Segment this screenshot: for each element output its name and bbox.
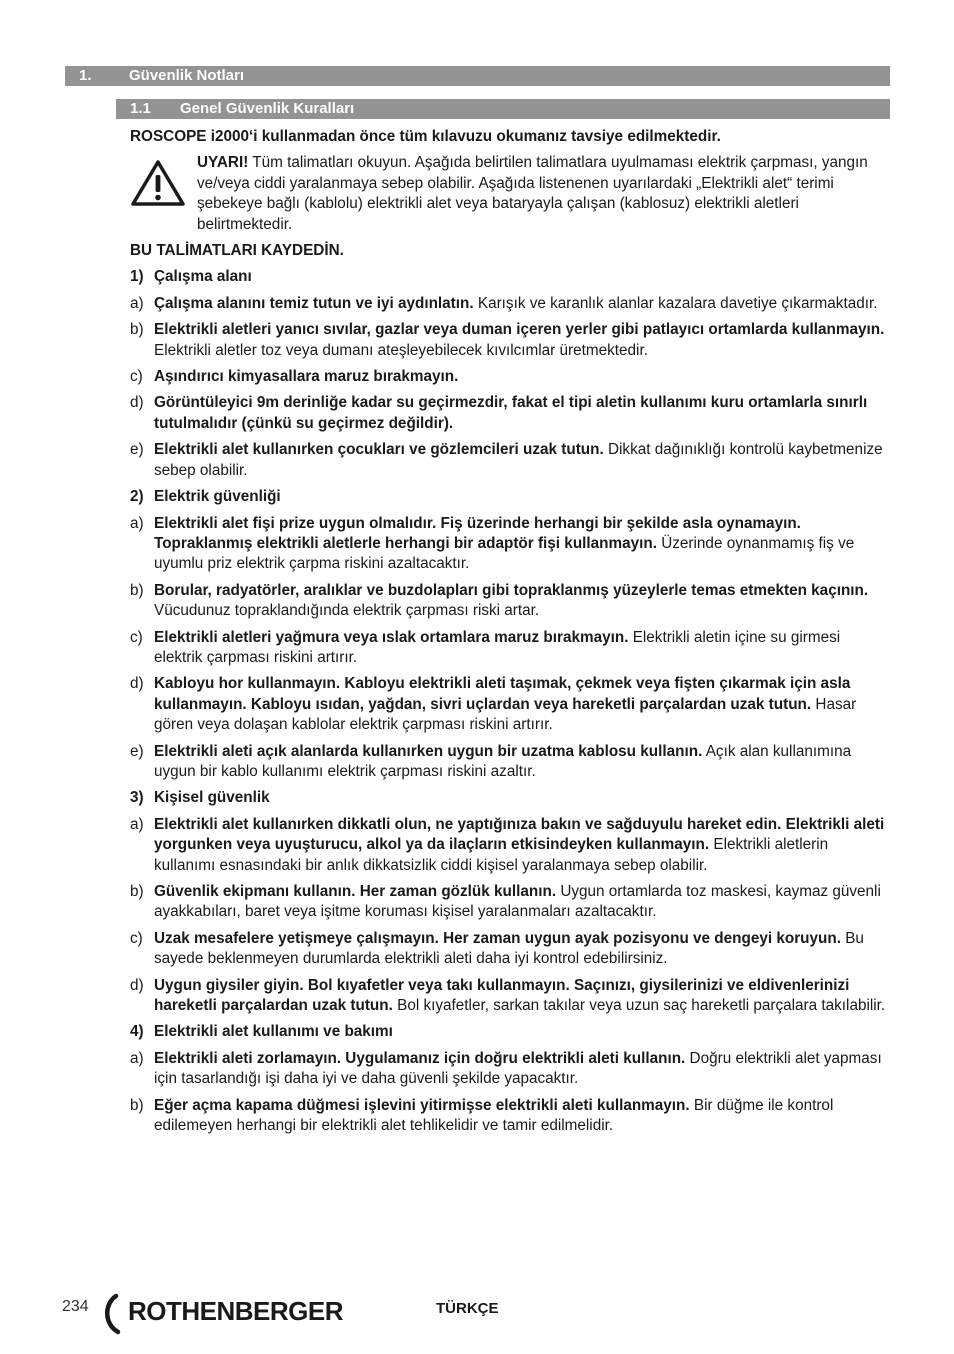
list-item-bold-text: Elektrikli aletleri yağmura veya ıslak ortamlara maruz bırakmayın. [154, 628, 629, 646]
list-item [130, 882, 890, 923]
section-title: Elektrikli alet kullanımı ve bakımı [154, 1023, 393, 1041]
section-title: Elektrik güvenliği [154, 488, 281, 506]
list-item-text [154, 742, 890, 783]
list-item-marker: d) [130, 675, 144, 693]
list-item-bold-text: Aşındırıcı kimyasallara maruz bırakmayın. [154, 368, 459, 386]
list-item-plain-text: Elektrikli aletler toz veya dumanı ateşleyebilecek kıvılcımlar üretmektedir. [154, 341, 648, 359]
warning-label: UYARI! [197, 154, 249, 172]
section-title: Çalışma alanı [154, 268, 252, 286]
list-item-marker: c) [130, 368, 143, 386]
list-item-marker: a) [130, 294, 144, 312]
list-item [130, 581, 890, 622]
section-header [130, 1022, 890, 1042]
list-item-marker: b) [130, 1096, 144, 1114]
list-item-plain-text: Açık alan kullanımına uygun bir kablo kullanımı elektrik çarpması riskini azaltır. [154, 742, 852, 780]
list-item [130, 294, 890, 314]
list-item-marker: d) [130, 976, 144, 994]
list-item-plain-text: Bu sayede beklenmeyen durumlarda elektrikli aleti daha iyi kontrol edebilirsiniz. [154, 929, 864, 968]
page-number: 234 [62, 1298, 89, 1315]
list-item [130, 1096, 890, 1137]
section-header [130, 267, 890, 287]
section-number: 1) [130, 268, 144, 286]
list-item-text [154, 674, 890, 735]
list-item-plain-text: Vücudunuz topraklandığında elektrik çarpması riski artar. [154, 602, 540, 620]
list-item-plain-text: Bir düğme ile kontrol edilemeyen herhangi bir elektrikli alet tehlikelidir ve tamir edilmelidir. [154, 1096, 834, 1135]
list-item [130, 674, 890, 735]
list-item-plain-text: Elektrikli aletin içine su girmesi elektrik çarpması riskini artırır. [154, 628, 841, 666]
section-number: 2) [130, 488, 144, 506]
warning-body: Tüm talimatları okuyun. Aşağıda belirtilen talimatlara uyulmaması elektrik çarpması, yangın ve/veya ciddi yaralanmaya sebep olabilir. Aşağıda listenenen uyarılardaki „Elektrikli alet“ terimi şebekeye bağlı (kablolu) elektrikli alet veya bataryayla çalışan (kablosuz) elektrikli aletleri belirtmektedir. [197, 154, 868, 233]
list-item-marker: b) [130, 581, 144, 599]
list-item-plain-text: Uygun ortamlarda toz maskesi, kaymaz güvenli ayakkabıları, baret veya işitme koruması kişisel yaralanmaları azaltacaktır. [154, 883, 881, 921]
list-item-plain-text: Bol kıyafetler, sarkan takılar veya uzun saç hareketli parçalara takılabilir. [392, 997, 886, 1015]
list-item-marker: c) [130, 929, 143, 947]
list-item-plain-text: Dikkat dağınıklığı kontrolü kaybetmenize sebep olabilir. [154, 441, 883, 479]
list-item-text [154, 581, 890, 622]
save-instructions: BU TALİMATLARI KAYDEDİN. [130, 242, 344, 260]
list-item-bold-text: Görüntüleyici 9m derinliğe kadar su geçirmezdir, fakat el tipi aletin kullanımı kuru ortamlarla sınırlı tutulmalıdır (çünkü su geçirmez değildir). [154, 394, 868, 432]
list-item-bold-text: Güvenlik ekipmanı kullanın. Her zaman gözlük kullanın. [154, 883, 557, 900]
list-item-text [154, 882, 890, 923]
list-item [130, 320, 890, 361]
list-item [130, 514, 890, 575]
subsection-heading-bar [116, 99, 890, 119]
warning-triangle-icon [130, 159, 186, 207]
list-item-text [154, 1049, 890, 1090]
list-item [130, 440, 890, 481]
warning-text [197, 153, 890, 235]
list-item-marker: d) [130, 394, 144, 412]
list-item-text [154, 815, 890, 876]
section-number: 1. [79, 67, 92, 84]
section-title: Kişisel güvenlik [154, 789, 270, 807]
section-number: 4) [130, 1023, 144, 1041]
list-item-bold-text: Uygun giysiler giyin. Bol kıyafetler veya takı kullanmayın. Saçınızı, giysilerinizi ve eldivenlerinizi hareketli parçalardan uzak tutun. [154, 976, 850, 1015]
list-item [130, 628, 890, 669]
list-item-marker: a) [130, 815, 144, 833]
list-item-text [154, 976, 890, 1017]
list-item-plain-text: Doğru elektrikli alet yapması için tasarlandığı işi daha iyi ve daha güvenli şekilde yapacaktır. [154, 1049, 882, 1088]
list-item-marker: e) [130, 441, 144, 459]
list-item [130, 742, 890, 783]
section-heading-bar [65, 66, 890, 86]
list-item-plain-text: Hasar gören veya dolaşan kablolar elektrik çarpması riskini artırır. [154, 695, 857, 734]
warning-block [130, 153, 890, 235]
list-item-marker: a) [130, 1049, 144, 1067]
list-item-marker: e) [130, 742, 144, 760]
subsection-number: 1.1 [130, 100, 151, 117]
subsection-title: Genel Güvenlik Kuralları [180, 100, 355, 117]
intro-text: ROSCOPE i2000‘i kullanmadan önce tüm kılavuzu okumanız tavsiye edilmektedir. [130, 128, 721, 145]
document-body [130, 127, 890, 1142]
list-item-text [154, 393, 890, 434]
section-header [130, 788, 890, 808]
list-item [130, 815, 890, 876]
list-item-marker: c) [130, 628, 143, 646]
list-item-plain-text: Üzerinde oynanmamış fiş ve uyumlu priz elektrik çarpma riskini azaltacaktır. [154, 534, 855, 573]
list-item [130, 1049, 890, 1090]
list-item-bold-text: Elektrikli alet kullanırken çocukları ve gözlemcileri uzak tutun. [154, 441, 604, 459]
list-item-text [154, 929, 890, 970]
section-header [130, 487, 890, 507]
list-item-bold-text: Borular, radyatörler, aralıklar ve buzdolapları gibi topraklanmış yüzeylerle temas etmekten kaçının. [154, 581, 869, 599]
list-item-text [154, 628, 890, 669]
list-item-bold-text: Uzak mesafelere yetişmeye çalışmayın. Her zaman uygun ayak pozisyonu ve dengeyi koruyun. [154, 929, 841, 947]
list-item-bold-text: Elektrikli aletleri yanıcı sıvılar, gazlar veya duman içeren yerler gibi patlayıcı ortamlarda kullanmayın. [154, 321, 885, 339]
section-title: Güvenlik Notları [129, 67, 245, 84]
list-item-text [154, 294, 890, 314]
list-item-bold-text: Elektrikli aleti zorlamayın. Uygulamanız için doğru elektrikli aleti kullanın. [154, 1049, 686, 1067]
list-item-text [154, 367, 890, 387]
list-item-marker: a) [130, 514, 144, 532]
list-item-plain-text: Karışık ve karanlık alanlar kazalara davetiye çıkarmaktadır. [473, 294, 878, 312]
section-number: 3) [130, 789, 144, 807]
list-item-bold-text: Çalışma alanını temiz tutun ve iyi aydınlatın. [154, 294, 474, 312]
list-item [130, 929, 890, 970]
list-item-text [154, 514, 890, 575]
language-label: TÜRKÇE [436, 1300, 499, 1317]
safety-sections [130, 267, 890, 1136]
list-item-bold-text: Kabloyu hor kullanmayın. Kabloyu elektrikli aleti taşımak, çekmek veya fişten çıkarmak için asla kullanmayın. Kabloyu ısıdan, yağdan, sivri uçlardan veya hareketli parçalardan uzak tutun. [154, 675, 851, 713]
list-item-plain-text: Elektrikli aletlerin kullanımı esnasındaki bir anlık dikkatsizlik ciddi kişisel yaralanmaya sebep olabilir. [154, 836, 829, 874]
list-item [130, 393, 890, 434]
list-item-marker: b) [130, 321, 144, 339]
list-item-text [154, 440, 890, 481]
list-item [130, 367, 890, 387]
list-item-marker: b) [130, 883, 144, 900]
list-item-bold-text: Eğer açma kapama düğmesi işlevini yitirmişse elektrikli aleti kullanmayın. [154, 1096, 690, 1114]
list-item-bold-text: Elektrikli aleti açık alanlarda kullanırken uygun bir uzatma kablosu kullanın. [154, 742, 703, 760]
list-item-text [154, 320, 890, 361]
list-item [130, 976, 890, 1017]
list-item-bold-text: Elektrikli alet kullanırken dikkatli olun, ne yaptığınıza bakın ve sağduyulu hareket edin. Elektrikli aleti yorgunken veya uyuşturucu, alkol ya da ilaçların etkisindeyken kullanmayın. [154, 815, 885, 854]
list-item-bold-text: Elektrikli alet fişi prize uygun olmalıdır. Fiş üzerinde herhangi bir şekilde asla oynamayın. Topraklanmış elektrikli aletlerle herhangi bir adaptör fişi kullanmayın. [154, 514, 801, 552]
brand-logo: ROTHENBERGER [128, 1296, 344, 1326]
list-item-text [154, 1096, 890, 1137]
